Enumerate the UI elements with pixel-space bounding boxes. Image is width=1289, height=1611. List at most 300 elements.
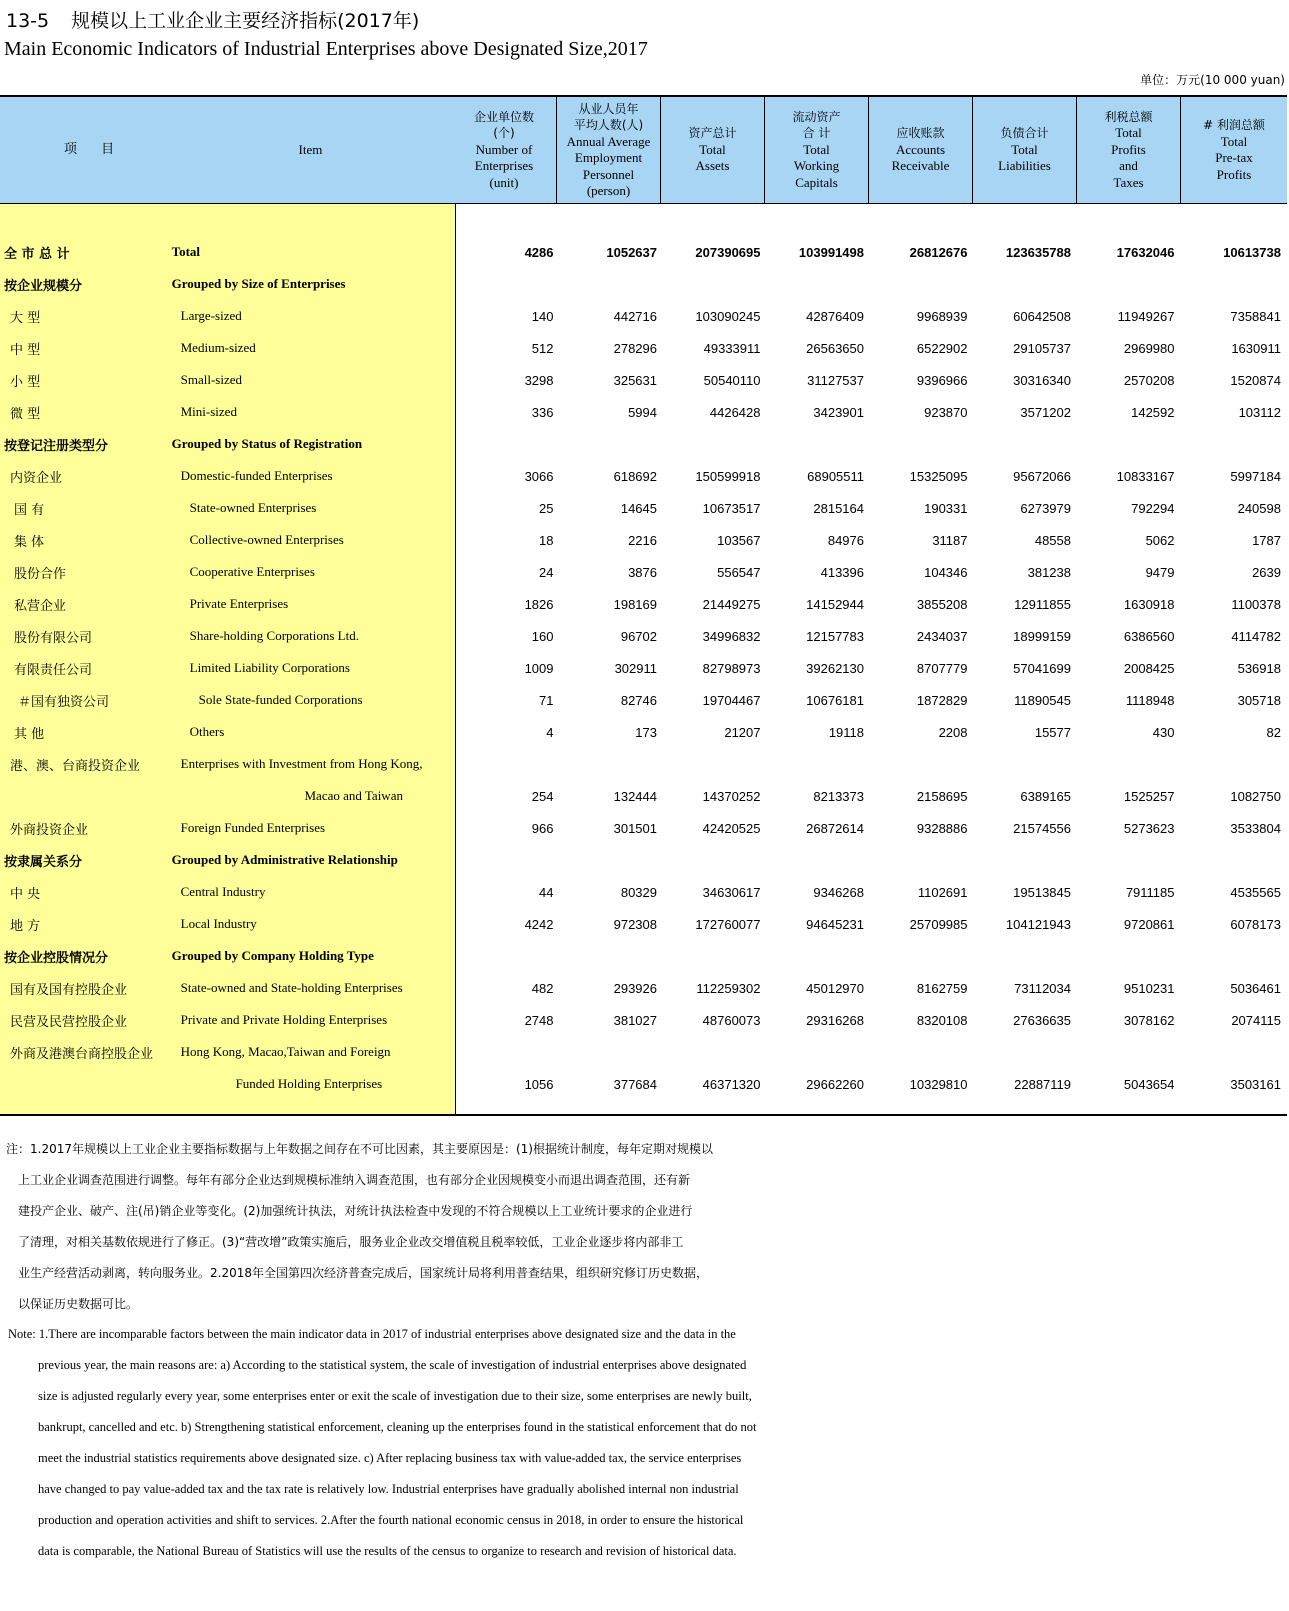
table-cell: 9328886 [916,820,968,836]
header-col-en-text: Pre-tax [1215,150,1253,165]
header-col-en-text: Accounts [895,141,946,157]
table-row-label [0,428,455,460]
table-cell: 618692 [613,468,657,484]
table-cell: 5994 [628,404,657,420]
table-cell: 104121943 [1005,916,1071,932]
table-cell: 11890545 [1014,692,1071,708]
table-row [456,1004,1287,1036]
note-en-line: Note: 1.There are incomparable factors between the main indicator data in 2017 of industrial enterprises above designated size and the data in the [8,1327,736,1341]
table-cell: 9346268 [813,884,864,900]
table-row [456,1068,1287,1100]
table-cell: 293926 [613,980,657,996]
row-label-cn: 其 他 [14,726,45,742]
row-label-en: Share-holding Corporations Ltd. [189,628,359,643]
table-cell: 57041699 [1013,660,1071,676]
header-col-6 [972,97,1076,203]
table-row [456,300,1287,332]
table-cell: 1630911 [1231,340,1281,356]
table-row-label [0,940,455,972]
row-label-en: Small-sized [180,372,243,387]
table-cell: 49333911 [703,340,761,356]
table-row [456,396,1287,428]
table-cell: 172760077 [695,916,761,932]
header-col-en-text: Employment [574,150,643,165]
table-cell: 2570208 [1123,372,1175,388]
row-label-cn: 按企业控股情况分 [4,950,109,966]
note-en-line: have changed to pay value-added tax and the tax rate is relatively low. Industrial enterprises have gradually abolished internal non industrial [38,1482,739,1496]
table-cell: 103991498 [798,244,864,260]
header-col-en-text: Total [1220,133,1248,149]
row-label-en: Limited Liability Corporations [189,660,350,675]
table-row-label [0,332,455,364]
table-row-label [0,620,455,652]
table-cell: 442716 [613,308,657,324]
table-cell: 19513845 [1013,884,1071,900]
table-cell: 6273979 [1020,500,1071,516]
table-row [456,812,1287,844]
table-cell: 1872829 [916,692,968,708]
table-cell: 2008425 [1123,660,1175,676]
header-col-cn-text: 合 计 [802,126,831,141]
table-cell: 50540110 [703,372,761,388]
table-row [456,236,1287,268]
table-cell: 132444 [613,788,657,804]
table-row [456,620,1287,652]
table-cell: 17632046 [1116,244,1175,260]
table-cell: 26872614 [806,820,864,836]
table-cell: 278296 [613,340,657,356]
table-cell: 25709985 [909,916,968,932]
table-cell: 48558 [1034,532,1071,548]
table-cell: 6522902 [916,340,968,356]
row-label-en: Funded Holding Enterprises [235,1076,383,1091]
table-cell: 1787 [1252,532,1281,548]
row-label-en: Medium-sized [180,340,256,355]
table-cell: 207390695 [695,244,761,260]
header-col-en-text: Profits [1111,141,1146,157]
table-cell: 2748 [524,1012,554,1028]
row-label-cn: 国有及国有控股企业 [10,982,128,998]
table-cell: 9396966 [916,372,968,388]
table-cell: 103567 [717,532,761,548]
table-cell: 2969980 [1123,340,1175,356]
row-label-cn: 集 体 [14,534,45,550]
table-cell: 104346 [924,564,968,580]
table-cell: 6078173 [1230,916,1281,932]
table-cell: 1102691 [917,884,968,900]
row-label-en: Private Enterprises [189,596,289,611]
table-cell: 2815164 [813,500,864,516]
row-label-en: Grouped by Company Holding Type [171,948,374,963]
header-col-en-text: Total [699,141,726,157]
table-cell: 123635788 [1005,244,1071,260]
table-cell: 6389165 [1020,788,1071,804]
table-cell: 536918 [1237,660,1281,676]
row-label-cn: 中 型 [10,342,41,358]
table-row [456,652,1287,684]
table-cell: 3423901 [813,404,864,420]
table-cell: 9720861 [1123,916,1175,932]
row-label-cn: 外商投资企业 [10,822,89,838]
table-cell: 68905511 [807,468,864,484]
table-cell: 5273623 [1123,820,1175,836]
header-col-en-text: Receivable [891,158,950,174]
unit-label: 单位：万元(10 000 yuan) [1140,73,1285,87]
row-label-cn: 国 有 [14,502,45,518]
table-cell: 45012970 [806,980,864,996]
row-label-en: Foreign Funded Enterprises [180,820,326,835]
table-cell: 103090245 [695,308,761,324]
header-col-cn-text: 利税总额 [1104,109,1153,124]
table-cell: 1525257 [1123,788,1175,804]
table-header [0,95,1287,204]
table-cell: 2074115 [1231,1012,1281,1028]
table-row [456,940,1287,972]
table-row-label [0,588,455,620]
row-label-cn: 大 型 [10,310,41,326]
table-cell: 4 [546,724,554,740]
table-cell: 73112034 [1014,980,1071,996]
table-cell: 14370252 [702,788,761,804]
table-row-label [0,652,455,684]
table-cell: 96702 [620,628,657,644]
table-cell: 3503161 [1230,1076,1281,1092]
header-col-en-text: Liabilities [998,158,1051,174]
table-row [456,428,1287,460]
note-en-line: size is adjusted regularly every year, some enterprises enter or exit the scale of investigation due to their size, some enterprises are newly built, [38,1389,752,1403]
table-cell: 302911 [614,660,657,676]
row-label-cn: 小 型 [10,374,41,390]
table-cell: 8320108 [916,1012,968,1028]
table-row-label [0,300,455,332]
table-cell: 21574556 [1013,820,1071,836]
table-cell: 29316268 [806,1012,864,1028]
header-col-en-text: Working [793,158,840,174]
table-cell: 82798973 [702,660,761,676]
table-cell: 27636635 [1013,1012,1071,1028]
table-title-cn [6,6,419,33]
table-cell: 71 [539,692,554,708]
header-col-en-text: Total [1115,125,1142,141]
note-cn-line: 业生产经营活动剥离，转向服务业。2.2018年全国第四次经济普查完成后，国家统计局将利用普查结果，组织研究修订历史数据， [18,1266,708,1280]
table-cell: 5036461 [1230,980,1281,996]
table-cell: 413396 [820,564,864,580]
row-label-en: Total [171,244,201,259]
header-col-en-text: Annual Average [566,133,651,149]
table-cell: 94645231 [806,916,864,932]
row-label-en: Hong Kong, Macao,Taiwan and Foreign [180,1044,391,1059]
header-col-cn-text: 资产总计 [688,126,737,141]
table-row-label [0,812,455,844]
row-label-en: Sole State-funded Corporations [198,692,363,707]
table-cell: 30316340 [1013,372,1071,388]
table-cell: 19118 [828,724,864,740]
header-col-cn-text: 负债合计 [1000,126,1049,141]
note-cn-line: 建投产企业、破产、注(吊)销企业等变化。(2)加强统计执法，对统计执法检查中发现的不符合规模以上工业统计要求的企业进行 [18,1204,693,1218]
header-col-5 [868,97,972,203]
header-col-cn-text: 平均人数(人) [573,118,644,132]
header-col-en-text: Profits [1216,166,1252,182]
row-label-cn: 按企业规模分 [4,278,83,294]
data-table [0,95,1287,1116]
table-cell: 48760073 [702,1012,761,1028]
table-cell: 15577 [1034,724,1071,740]
table-cell: 972308 [613,916,657,932]
table-cell: 103112 [1238,404,1281,420]
table-cell: 80329 [620,884,657,900]
table-cell: 173 [635,724,657,740]
table-cell: 198169 [613,596,657,612]
table-row [456,684,1287,716]
table-cell: 4242 [524,916,554,932]
table-cell: 10613738 [1223,244,1281,260]
row-label-cn: 外商及港澳台商控股企业 [10,1046,154,1062]
table-row-label [0,1036,455,1068]
table-cell: 1630918 [1123,596,1175,612]
table-cell: 377684 [613,1076,657,1092]
table-cell: 42420525 [702,820,761,836]
table-body [0,204,1287,1116]
table-cell: 5062 [1145,532,1175,548]
header-col-cn-text: 流动资产 [792,109,841,124]
table-cell: 3571202 [1020,404,1071,420]
table-row [456,716,1287,748]
header-col-en-text: Total [803,141,830,157]
table-cell: 923870 [924,404,968,420]
header-col-cn-text: (个) [493,126,515,141]
table-cell: 512 [531,340,554,356]
row-label-en: Local Industry [180,916,257,931]
table-cell: 254 [531,788,554,804]
header-item-en: Item [298,141,323,157]
table-cell: 26812676 [909,244,968,260]
header-col-4 [764,97,868,203]
table-cell: 26563650 [806,340,864,356]
row-label-cn: 全 市 总 计 [4,246,70,262]
header-col-en-text: Personnel [582,166,635,182]
table-row [456,556,1287,588]
row-label-en: Cooperative Enterprises [189,564,315,579]
table-cell: 3066 [524,468,554,484]
note-en-line: production and operation activities and shift to services. 2.After the fourth national economic census in 2018, in order to ensure the historical [38,1513,744,1527]
table-cell: 84976 [827,532,864,548]
table-cell: 9968939 [916,308,968,324]
table-cell: 10329810 [909,1076,968,1092]
table-cell: 8213373 [813,788,864,804]
table-cell: 10833167 [1116,468,1175,484]
table-cell: 190331 [924,500,968,516]
table-row-label [0,460,455,492]
header-col-en-text: (unit) [489,174,519,190]
table-row [456,908,1287,940]
header-col-en-text: Assets [695,158,730,174]
table-cell: 4286 [524,244,554,260]
table-cell: 7358841 [1230,308,1281,324]
table-cell: 21207 [724,724,761,740]
table-row [456,1036,1287,1068]
table-cell: 60642508 [1013,308,1071,324]
table-cell: 82 [1266,724,1281,740]
table-cell: 14645 [620,500,657,516]
header-col-en-text: Taxes [1113,174,1144,190]
table-cell: 44 [539,884,554,900]
header-col-en-text: and [1119,158,1138,174]
header-item-cn: 项 目 [64,141,125,157]
header-col-cn-text: 企业单位数 [473,109,534,124]
table-cell: 4114782 [1231,628,1281,644]
table-cell: 3533804 [1230,820,1281,836]
table-row [456,876,1287,908]
table-cell: 9479 [1145,564,1175,580]
row-label-en: Macao and Taiwan [304,788,403,803]
table-cell: 381027 [613,1012,657,1028]
table-row-label [0,684,455,716]
table-cell: 2208 [938,724,968,740]
table-cell: 8707779 [916,660,968,676]
table-row [456,460,1287,492]
header-col-3 [660,97,764,203]
table-row-label [0,748,455,780]
values-area [456,204,1287,1114]
table-cell: 1082750 [1230,788,1281,804]
table-cell: 160 [531,628,554,644]
table-cell: 2639 [1252,564,1281,580]
table-row-label [0,268,455,300]
table-cell: 1118948 [1125,692,1175,708]
row-label-cn: 有限责任公司 [14,662,93,678]
table-cell: 430 [1152,724,1175,740]
table-cell: 22887119 [1014,1076,1071,1092]
table-cell: 25 [539,500,554,516]
table-cell: 4426428 [709,404,761,420]
header-col-8 [1180,97,1287,203]
row-label-cn: 港、澳、台商投资企业 [10,758,141,774]
table-cell: 31127537 [807,372,864,388]
note-cn-line: 了清理，对相关基数依规进行了修正。(3)“营改增”政策实施后，服务业企业改交增值税且税率较低，工业企业逐步将内部非工 [18,1235,684,1249]
row-label-en: Private and Private Holding Enterprises [180,1012,388,1027]
table-row-label [0,492,455,524]
row-label-en: State-owned Enterprises [189,500,317,515]
table-cell: 140 [531,308,554,324]
table-cell: 5997184 [1230,468,1281,484]
table-row [456,588,1287,620]
table-cell: 9510231 [1123,980,1175,996]
table-row [456,524,1287,556]
note-en-line: meet the industrial statistics requirements above designated size. c) After replacing business tax with value-added tax, the service enterprises [38,1451,742,1465]
table-row [456,492,1287,524]
table-cell: 2434037 [916,628,968,644]
header-col-en-text: (person) [586,183,631,198]
table-cell: 42876409 [806,308,864,324]
table-row-label [0,236,455,268]
table-cell: 240598 [1237,500,1281,516]
table-cell: 3078162 [1123,1012,1175,1028]
table-cell: 14152944 [806,596,864,612]
table-cell: 482 [531,980,554,996]
table-row-label [0,716,455,748]
table-cell: 18 [539,532,554,548]
row-label-cn: 按登记注册类型分 [4,438,109,454]
table-cell: 1100378 [1231,596,1281,612]
note-cn-line: 注：1.2017年规模以上工业企业主要指标数据与上年数据之间存在不可比因素，其主要原因是：(1)根据统计制度，每年定期对规模以 [6,1142,713,1156]
table-cell: 325631 [613,372,657,388]
table-cell: 5043654 [1123,1076,1175,1092]
table-title-cn-text: 规模以上工业企业主要经济指标(2017年) [71,10,420,32]
note-en-line: bankrupt, cancelled and etc. b) Strengthening statistical enforcement, cleaning up the enterprises found in the statistical enforcement that do not [38,1420,757,1434]
row-label-cn: 按隶属关系分 [4,854,83,870]
table-row [456,332,1287,364]
table-row-label [0,556,455,588]
header-col-1 [452,97,556,203]
header-col-en-text: Total [1011,141,1038,157]
table-cell: 10673517 [702,500,761,516]
table-cell: 2158695 [916,788,968,804]
note-cn-line: 上工业企业调查范围进行调整。每年有部分企业达到规模标准纳入调查范围，也有部分企业因规模变小而退出调查范围，还有新 [18,1173,691,1187]
table-cell: 10676181 [806,692,864,708]
table-row-label [0,396,455,428]
table-cell: 18999159 [1013,628,1071,644]
header-col-cn-text: 从业人员年 [578,101,639,116]
table-row-label [0,1068,455,1100]
table-row-label [0,972,455,1004]
row-label-cn: 股份有限公司 [14,630,93,646]
row-label-cn: 民营及民营控股企业 [10,1014,128,1030]
table-cell: 1826 [524,596,554,612]
header-col-en-text: Enterprises [474,158,534,174]
table-cell: 24 [539,564,554,580]
table-row-label [0,876,455,908]
header-col-7 [1076,97,1180,203]
table-cell: 3855208 [916,596,968,612]
table-cell: 34630617 [702,884,761,900]
table-cell: 19704467 [702,692,761,708]
table-cell: 3876 [628,564,657,580]
table-row-label [0,364,455,396]
row-label-en: Grouped by Status of Registration [171,436,363,451]
table-cell: 966 [531,820,554,836]
row-label-en: Grouped by Size of Enterprises [171,276,346,291]
row-label-en: State-owned and State-holding Enterprises [180,980,403,995]
row-label-en: Mini-sized [180,404,237,419]
table-cell: 12157783 [806,628,864,644]
note-en-line: previous year, the main reasons are: a) According to the statistical system, the scale of investigation of industrial enterprises above designated [38,1358,747,1372]
row-label-cn: 内资企业 [10,470,63,486]
row-label-cn: 地 方 [10,918,41,934]
table-row [456,364,1287,396]
table-cell: 142592 [1131,404,1175,420]
table-cell: 301501 [613,820,657,836]
table-cell: 305718 [1237,692,1281,708]
table-cell: 336 [531,404,554,420]
row-label-en: Collective-owned Enterprises [189,532,344,547]
table-cell: 39262130 [806,660,864,676]
table-number: 13-5 [6,10,50,32]
table-cell: 46371320 [702,1076,761,1092]
note-en-line: data is comparable, the National Bureau of Statistics will use the results of the census to organize to research and revision of historical data. [38,1544,737,1558]
table-cell: 21449275 [702,596,761,612]
table-cell: 15325095 [909,468,968,484]
item-column [0,204,456,1114]
table-cell: 6386560 [1123,628,1175,644]
row-label-en: Domestic-funded Enterprises [180,468,333,483]
table-cell: 29662260 [806,1076,864,1092]
table-cell: 150599918 [695,468,761,484]
note-cn-line: 以保证历史数据可比。 [18,1297,139,1311]
row-label-en: Grouped by Administrative Relationship [171,852,398,867]
header-col-cn-text: # 利润总额 [1203,118,1265,132]
table-row-label [0,844,455,876]
table-cell: 82746 [620,692,657,708]
